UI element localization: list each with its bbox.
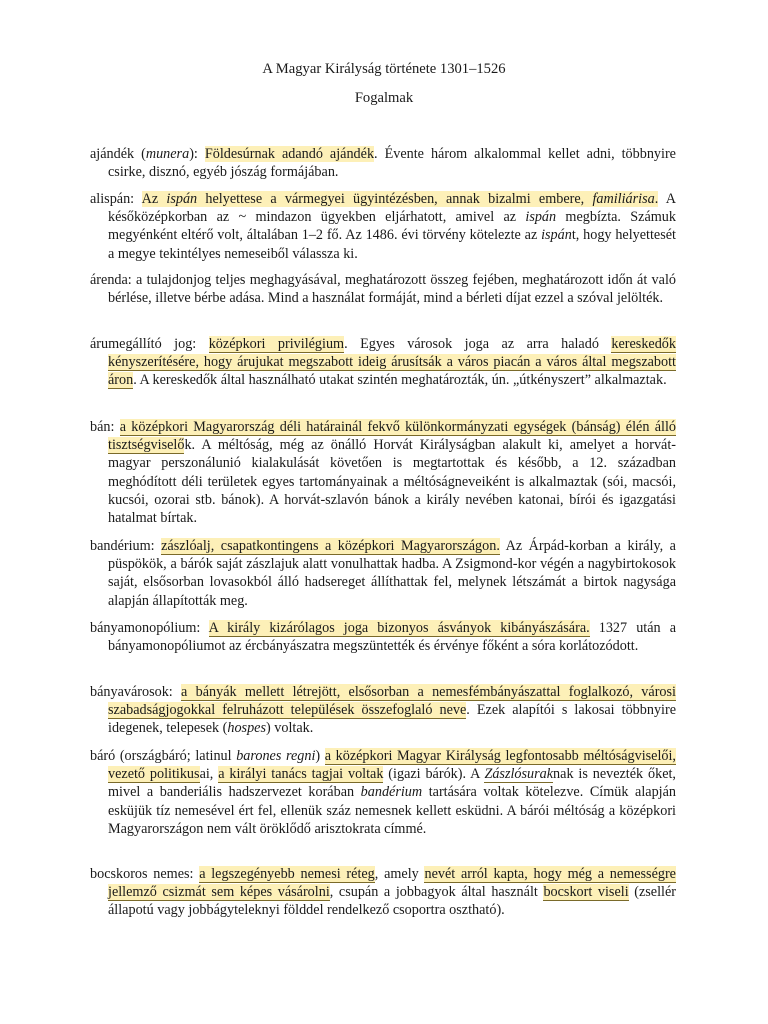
- glossary-entry-ban: [90, 418, 676, 527]
- entry-text-segment: zászlóalj, csapatkontingens a középkori Magyarországon.: [161, 538, 500, 554]
- entry-text-segment: Földesúrnak adandó ajándék: [204, 146, 375, 162]
- entry-text-segment: . Évente három alkalommal kellet adni, többnyire csirke, disznó, egyéb jószág formájában.: [108, 146, 676, 181]
- glossary-entry-arenda: [90, 271, 676, 307]
- entry-text-segment: árenda: a tulajdonjog teljes meghagyásával, meghatározott összeg fejében, meghatározott időn át való bérlése, illetve bérbe adása. Mind a használat formáját, mind a bérleti díjat ezzel a szóval jelölték.: [90, 272, 676, 307]
- entry-text-segment: a középkori Magyarország déli határainál fekvő különkormányzati egységek (bánság) élén álló tisztségviselő: [108, 419, 676, 454]
- entry-text-segment: ajándék (: [90, 146, 146, 162]
- entry-text-segment: Zászlósurak: [484, 766, 554, 783]
- entry-text-segment: t, hogy helyettesét a megye tekintélyes nemeseiből válassza ki.: [108, 227, 676, 262]
- glossary-entry-alispan: [90, 190, 676, 263]
- entry-text-segment: megbízta. Számuk megyénként eltérő volt, általában 1–2 fő. Az 1486. évi törvény kötelezte az: [108, 209, 676, 244]
- glossary-entry-banyamonopolium: [90, 619, 676, 655]
- glossary-entry-bocskoros-nemes: [90, 865, 676, 920]
- entry-text-segment: ai,: [199, 766, 219, 783]
- entry-text-segment: alispán:: [90, 191, 142, 207]
- glossary-entry-banyavarosok: [90, 683, 676, 738]
- entry-text-segment: munera: [145, 146, 190, 162]
- entry-text-segment: helyettese a vármegyei ügyintézésben, annak bizalmi embere,: [197, 191, 593, 207]
- entry-text-segment: tartására voltak kötelezve. Címük alapján esküjük tíz nemesével ért fel, ellenük száz nemesnek kellett esküdni. A bárói méltóság a középkori Magyarországon nem vált öröklődő arisztokrata címmé.: [108, 784, 676, 837]
- entry-text-segment: bandérium: [360, 784, 423, 801]
- entry-text-segment: nevét arról kapta, hogy még a nemességre jellemző csizmát sem képes vásárolni: [108, 866, 676, 901]
- entry-text-segment: báró (országbáró; latinul: [90, 748, 237, 764]
- glossary-entry-baro: [90, 747, 676, 838]
- entry-text-segment: a királyi tanács tagjai voltak: [218, 766, 384, 783]
- entry-text-segment: a bányák mellett létrejött, elsősorban a nemesfémbányászattal foglalkozó, városi szabadságjogokkal felruházott települések összefoglaló neve: [108, 684, 676, 719]
- entry-text-segment: a legszegényebb nemesi réteg: [199, 866, 375, 882]
- entry-text-segment: bán:: [90, 419, 120, 435]
- entry-text-segment: hospes: [227, 720, 266, 737]
- entry-text-segment: árumegállító jog:: [90, 336, 209, 352]
- entry-text-segment: ) voltak.: [265, 720, 314, 737]
- glossary-entry-arumegallito-jog: [90, 335, 676, 390]
- entry-text-segment: a középkori Magyar Királyság legfontosabb méltóságviselői, vezető politikus: [108, 748, 676, 783]
- entry-text-segment: ispán: [541, 227, 572, 244]
- entry-text-segment: ispán: [166, 191, 198, 207]
- entry-text-segment: középkori privilégium: [208, 336, 345, 352]
- document-title: A Magyar Királyság története 1301–1526: [262, 61, 506, 77]
- entry-text-segment: . A kereskedők által használható utakat szintén meghatározták, ún. „útkényszert” alkalmaztak.: [133, 372, 667, 389]
- entry-text-segment: Az Árpád-korban a király, a püspökök, a bárók saját zászlajuk alatt vonulhattak hadba. A Zsigmond-kor végén a nagybirtokosok saját, elsősorban lovasokból álló hadsereget állíthattak fel, melynek létszámát a birtok nagysága alapján állapították meg.: [108, 538, 676, 609]
- entry-text-segment: (zsellér állapotú vagy jobbágyteleknyi földdel rendelkező csoportra osztható).: [108, 884, 676, 919]
- glossary-entry-ajandek: [90, 145, 676, 181]
- entry-text-segment: (igazi bárók). A: [383, 766, 485, 783]
- entry-text-segment: ): [315, 748, 325, 764]
- entry-text-segment: . Ezek alapítói s lakosai többnyire idegenek, telepesek (: [108, 702, 677, 737]
- entry-text-segment: barones regni: [236, 748, 316, 764]
- entry-text-segment: A későközépkorban az ~ mindazon ügyekben eljárhatott, amivel az: [108, 191, 676, 226]
- entry-text-segment: k. A méltóság, még az önálló Horvát Királyságban alakult ki, amelyet a horvát-magyar perszonálunió kialakulását követően is megtartottak és később, a 12. században meghódított déli területek egyes tartományainak a méltóságneveiként is alkalmaztak (sói, macsói, kucsói, ozorai stb. bánok). A horvát-szlavón bánok a király nevében katonai, bírói és igazgatási hatalmat bírtak.: [108, 437, 676, 527]
- entry-text-segment: kereskedők kényszerítésére, hogy árujukat megszabott ideig árusítsák a város piacán a város által megszabott áron: [108, 336, 676, 389]
- entry-text-segment: bandérium:: [90, 538, 162, 554]
- entry-text-segment: Az: [141, 191, 167, 207]
- glossary-entry-banderium: [90, 537, 676, 610]
- entry-text-segment: bocskort viseli: [543, 884, 629, 901]
- entry-text-segment: 1327 után a bányamonopóliumot az ércbányászatra megszüntették és érvénye főként a sóra korlátozódott.: [108, 620, 676, 655]
- entry-text-segment: ispán: [525, 209, 557, 226]
- entry-text-segment: .: [654, 191, 659, 207]
- entry-text-segment: , amely: [374, 866, 425, 882]
- entry-text-segment: familiárisa: [592, 191, 655, 207]
- entry-text-segment: bányavárosok:: [90, 684, 182, 700]
- entry-text-segment: ):: [189, 146, 205, 162]
- entry-text-segment: bányamonopólium:: [90, 620, 209, 636]
- entry-text-segment: , csupán a jobbagyok által használt: [329, 884, 544, 901]
- entry-text-segment: bocskoros nemes:: [90, 866, 200, 882]
- document-subtitle: Fogalmak: [354, 90, 414, 106]
- entry-text-segment: A király kizárólagos joga bizonyos ásványok kibányászására.: [208, 620, 590, 636]
- entry-text-segment: . Egyes városok joga az arra haladó: [344, 336, 612, 352]
- entry-text-segment: nak is nevezték őket, mivel a banderiális hadszervezet korában: [108, 766, 676, 801]
